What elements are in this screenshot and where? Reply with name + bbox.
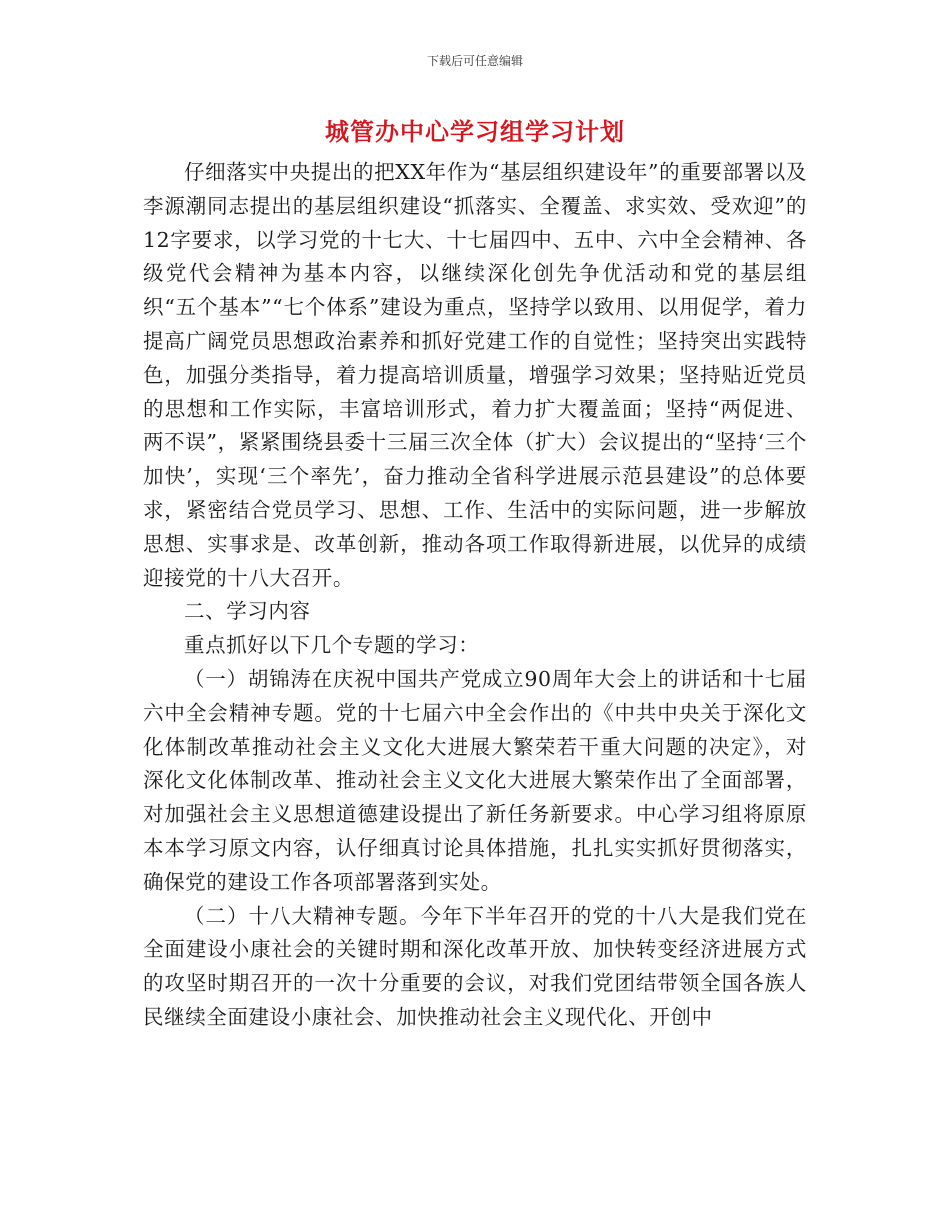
document-body bbox=[143, 156, 807, 1035]
paragraph-topic-one: （一）胡锦涛在庆祝中国共产党成立90周年大会上的讲话和十七届六中全会精神专题。党的十七届六中全会作出的《中共中央关于深化文化体制改革推动社会主义文化大进展大繁荣若干重大问题的决定》，对深化文化体制改革、推动社会主义文化大进展大繁荣作出了全面部署，对加强社会主义思想道德建设提出了新任务新要求。中心学习组将原原本本学习原文内容，认仔细真讨论具体措施，扎扎实实抓好贯彻落实，确保党的建设工作各项部署落到实处。 bbox=[143, 666, 807, 894]
document-title: 城管办中心学习组学习计划 bbox=[325, 118, 625, 146]
section-heading-study-content: 二、学习内容 bbox=[184, 599, 311, 624]
header-note: 下载后可任意编辑 bbox=[426, 54, 523, 68]
paragraph-topic-two: （二）十八大精神专题。今年下半年召开的党的十八大是我们党在全面建设小康社会的关键时期和深化改革开放、加快转变经济进展方式的攻坚时期召开的一次十分重要的会议，对我们党团结带领全国各族人民继续全面建设小康社会、加快推动社会主义现代化、开创中 bbox=[143, 903, 807, 1029]
paragraph-topics-lead: 重点抓好以下几个专题的学习： bbox=[184, 633, 480, 658]
paragraph-intro: 仔细落实中央提出的把XX年作为“基层组织建设年”的重要部署以及李源潮同志提出的基层组织建设“抓落实、全覆盖、求实效、受欢迎”的12字要求，以学习党的十七大、十七届四中、五中、六中全会精神、各级党代会精神为基本内容，以继续深化创先争优活动和党的基层组织“五个基本”“七个体系”建设为重点，坚持学以致用、以用促学，着力提高广阔党员思想政治素养和抓好党建工作的自觉性；坚持突出实践特色，加强分类指导，着力提高培训质量，增强学习效果；坚持贴近党员的思想和工作实际，丰富培训形式，着力扩大覆盖面；坚持“两促进、两不误”，紧紧围绕县委十三届三次全体（扩大）会议提出的“坚持‘三个加快’，实现‘三个率先’，奋力推动全省科学进展示范县建设”的总体要求，紧密结合党员学习、思想、工作、生活中的实际问题，进一步解放思想、实事求是、改革创新，推动各项工作取得新进展，以优异的成绩迎接党的十八大召开。 bbox=[143, 160, 807, 590]
